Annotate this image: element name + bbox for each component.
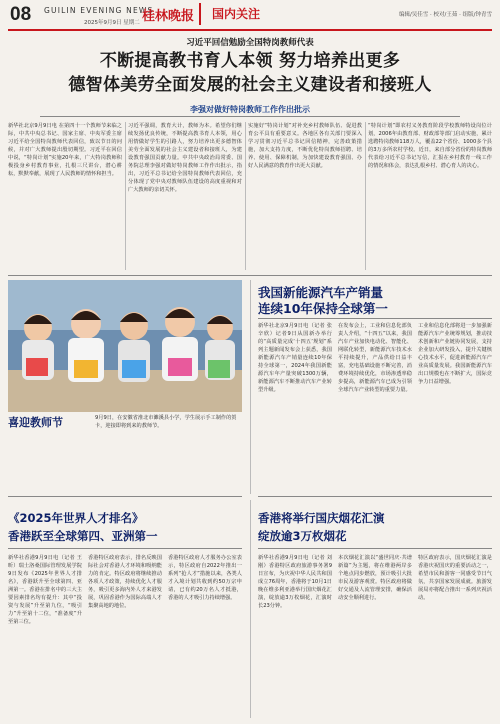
photo-illustration xyxy=(8,280,242,412)
ev-story-headline-1: 我国新能源汽车产销量 xyxy=(258,285,384,300)
lead-headline-line-1: 不断提高教书育人本领 努力培养出更多 xyxy=(99,51,401,71)
fireworks-story-divider xyxy=(258,548,492,549)
column-rule xyxy=(245,122,246,270)
lead-subhead: 李强对做好特岗教师工作作出批示 xyxy=(190,105,310,114)
talent-story-column-1: 新华社香港9月9日电（记者 王昕）瑞士洛桑国际管理发展学院9日发布《2025年世界人才排名》，香港跃升至全球第四、亚洲第一。香港在排名中的三大主要因素排名均有提升：其中“投资与发展”升至第九位，“吸引力”升至第十二位，“准备度”升至第三位。 xyxy=(8,555,82,625)
header-rule xyxy=(8,29,492,31)
fireworks-story-column-1: 新华社香港9月9日电（记者 刘刚）香港特区政府旅游事务署9日宣布，为庆祝中华人民共和国成立76周年，香港将于10月1日晚在维多利亚港举行国庆烟花汇演，绽放逾3万枚烟花，汇演时长23分钟。 xyxy=(258,555,332,609)
photo-caption-text: 9月9日，在安徽省淮北市濉溪县小学，学生展示手工制作的贺卡，迎接即将到来的教师节。 xyxy=(95,415,237,429)
column-rule xyxy=(365,122,366,270)
masthead xyxy=(0,0,500,34)
ev-story-headline-2: 连续10年保持全球第一 xyxy=(258,301,388,316)
editor-credits: 编辑/吴佳雪 · 校对/王茹 · 组版/钟青雪 xyxy=(398,12,492,18)
paper-name-en: GUILIN EVENING NEWS xyxy=(44,6,154,15)
lead-column-3: 实施好“特岗计划”对补充乡村教师队伍、促进教育公平具有重要意义。各地区各有关部门要深入学习贯彻习近平总书记回信精神，完善政策措施，加大支持力度，不断优化特岗教师招聘、培养、使用、保障机制，为加快建设教育强国、办好人民满意的教育作出更大贡献。 xyxy=(248,123,362,169)
fireworks-story-column-2: 本次烟花汇演以“盛世同庆·共谱新篇”为主题，将在维港两岸多个地点同步燃放，预计吸引大批市民及游客观赏。特区政府将做好交通及人流管理安排，确保活动安全顺利进行。 xyxy=(338,555,412,601)
column-rule xyxy=(125,122,126,270)
talent-story-column-3: 香港特区政府人才服务办公室表示，特区政府自2022年推出一系列“抢人才”措施以来，各类人才入境计划共收到约50万宗申请，已有约20万名人才抵港，香港的人才吸引力持续增强。 xyxy=(168,555,242,601)
paper-logo: 桂林晚报 xyxy=(140,3,201,25)
fireworks-story-headline-2: 绽放逾3万枚烟花 xyxy=(258,529,347,543)
column-rule xyxy=(250,500,251,718)
section-divider xyxy=(258,496,492,497)
lead-kicker: 习近平回信勉励全国特岗教师代表 xyxy=(186,38,314,48)
ev-story-divider xyxy=(258,318,492,319)
lead-column-4: “特岗计划”即农村义务教育阶段学校教师特设岗位计划，2006年由教育部、财政部等部门启动实施，累计选聘特岗教师118万人，覆盖22个省份、1000多个县的3万多所农村学校。近日，来自部分省份的特岗教师代表给习近平总书记写信，汇报在乡村教育一线工作的情况和体会，表达扎根乡村、潜心育人的决心。 xyxy=(368,123,492,169)
ev-story-column-3: 工业和信息化部将进一步加强新能源汽车产业统筹规划，推动技术创新和产业链协同发展，支持企业加大研发投入，提升关键核心技术水平，促进新能源汽车产业高质量发展。我国新能源汽车出口规模也在不断扩大，国际竞争力日益增强。 xyxy=(418,323,492,385)
fireworks-story-headline-1: 香港将举行国庆烟花汇演 xyxy=(258,511,385,525)
page-number: 08 xyxy=(10,4,32,25)
lead-column-2: 习近平强调，教育大计，教师为本。希望你们继续发扬优良传统，不断提高教书育人本领，用心用情做好学生的引路人，努力培养出更多德智体美劳全面发展的社会主义建设者和接班人，为建设教育强国贡献力量。中共中央政治局常委、国务院总理李强对做好特岗教师工作作出批示，指出，习近平总书记给全国特岗教师代表回信，充分体现了党中央对教师队伍建设的高度重视和对广大教师的亲切关怀。 xyxy=(128,123,242,193)
teachers-day-photo xyxy=(8,280,242,412)
section-divider xyxy=(8,275,492,276)
issue-date: 2025年9月9日 星期二 xyxy=(84,20,140,26)
lead-column-1: 新华社北京9月9日电 在第四十一个教师节来临之际，中共中央总书记、国家主席、中央军委主席习近平给全国特岗教师代表回信，致以节日的问候，并对广大教师提出殷切期望。习近平在回信中说，“特岗计划”实施20年来，广大特岗教师积极投身乡村教育事业，扎根三尺讲台，潜心耕耘，默默奉献，展现了人民教师的情怀和担当。 xyxy=(8,123,122,177)
fireworks-story-column-3: 特区政府表示，国庆烟花汇演是香港庆祝国庆的重要活动之一，希望市民和游客一同感受节日气氛，共享国家发展成就。旅游发展局亦将配合推出一系列庆祝活动。 xyxy=(418,555,492,601)
section-title: 国内关注 xyxy=(212,7,261,21)
talent-story-divider xyxy=(8,548,242,549)
photo-caption-title: 喜迎教师节 xyxy=(8,416,63,429)
talent-story-headline-2: 香港跃至全球第四、亚洲第一 xyxy=(8,529,158,543)
ev-story-column-1: 新华社北京9月9日电（记者 张辛欣）记者9日从国新办举行的“高质量完成‘十四五’规划”系列主题新闻发布会上获悉，我国新能源汽车产销量连续10年保持全球第一，2024年我国新能源汽车年产量突破1300万辆，新能源汽车不断推动汽车产业转型升级。 xyxy=(258,323,332,393)
lead-divider xyxy=(40,116,460,117)
talent-story-column-2: 香港特区政府表示，排名反映国际社会对香港人才环境和吸纳能力的肯定。特区政府将继续推动各项人才政策，持续优化人才服务，吸引更多海内外人才来港发展，巩固香港作为国际高端人才集聚高地的地位。 xyxy=(88,555,162,609)
column-rule xyxy=(250,280,251,494)
lead-headline-line-2: 德智体美劳全面发展的社会主义建设者和接班人 xyxy=(68,75,432,95)
ev-story-column-2: 在发布会上，工业和信息化部负责人介绍，“十四五”以来，我国汽车产业加快电动化、智能化、网联化转型，新能源汽车技术水平持续提升，产品供给日益丰富，充电基础设施不断完善，消费环境持续优化，市场渗透率稳步提高，新能源汽车已成为引领全球汽车产业转型的重要力量。 xyxy=(338,323,412,393)
talent-story-headline-1: 《2025年世界人才排名》 xyxy=(8,511,144,525)
section-divider xyxy=(8,496,242,497)
